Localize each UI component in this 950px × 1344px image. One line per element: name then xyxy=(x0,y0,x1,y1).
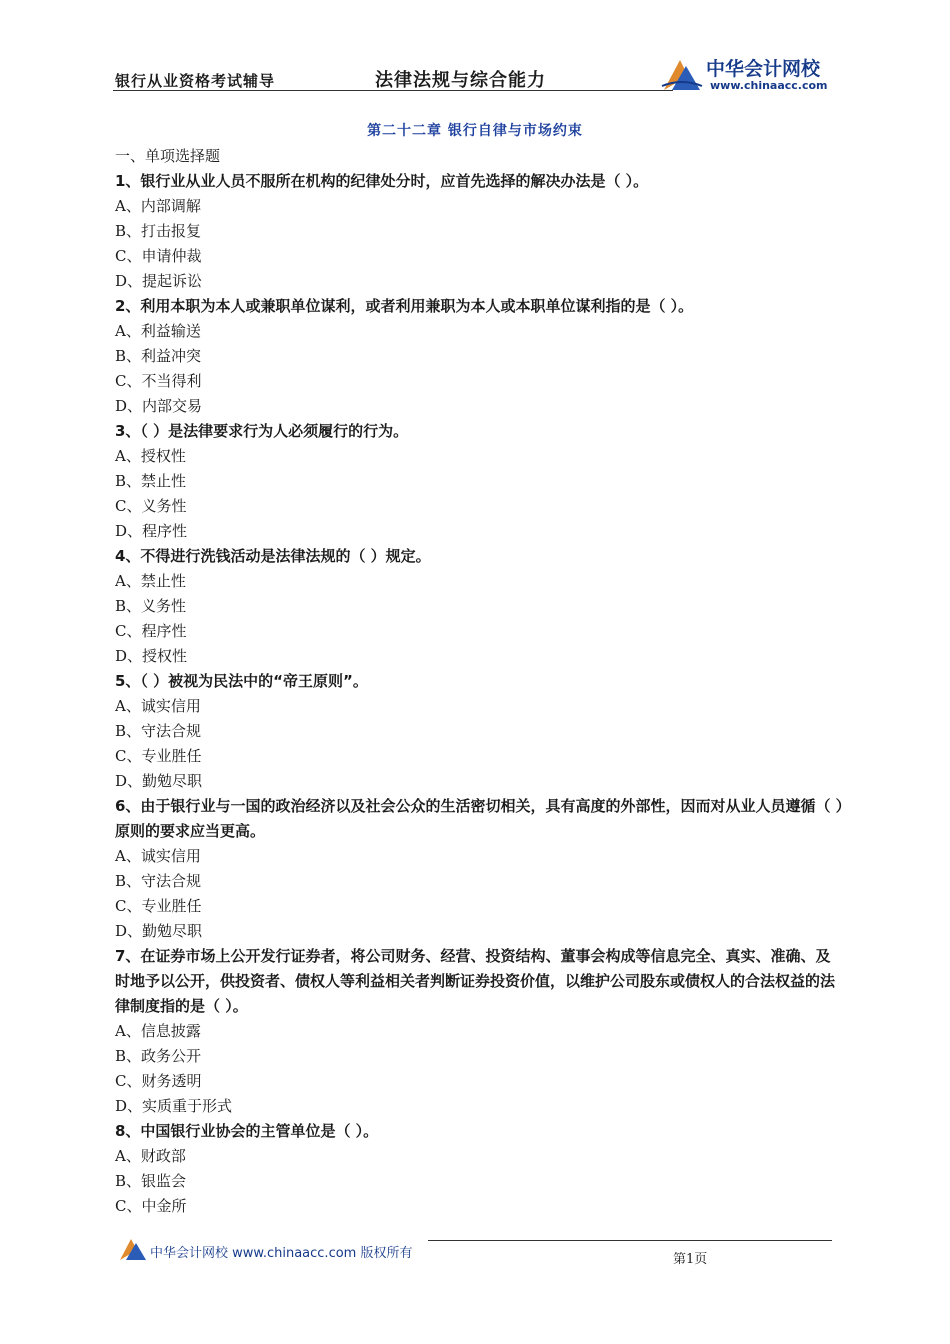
answer-option: C、专业胜任 xyxy=(115,897,202,915)
brand-logo xyxy=(660,54,840,94)
answer-option: C、不当得利 xyxy=(115,372,202,390)
answer-option: A、利益输送 xyxy=(115,322,201,340)
logo-url: www.chinaacc.com xyxy=(710,79,828,92)
header-divider xyxy=(113,90,673,91)
logo-name: 中华会计网校 xyxy=(706,58,821,80)
logo-mark-icon xyxy=(660,56,704,92)
footer-divider xyxy=(428,1240,832,1241)
answer-option: B、守法合规 xyxy=(115,722,202,740)
answer-option: D、内部交易 xyxy=(115,397,203,415)
question-stem: 6、由于银行业与一国的政治经济以及社会公众的生活密切相关，具有高度的外部性，因而对从业人员遵循（ ）原则的要求应当更高。 xyxy=(115,797,844,840)
answer-option: B、禁止性 xyxy=(115,472,187,490)
page-footer xyxy=(118,1236,838,1266)
answer-option: C、义务性 xyxy=(115,497,187,515)
question-stem: 7、在证券市场上公开发行证券者，将公司财务、经营、投资结构、董事会构成等信息完全、真实、准确、及时地予以公开，供投资者、债权人等利益相关者判断证券投资价值，以维护公司股东或债权人的合法权益的法律制度指的是（ ）。 xyxy=(115,947,836,1015)
answer-option: A、信息披露 xyxy=(115,1022,201,1040)
answer-option: D、勤勉尽职 xyxy=(115,772,203,790)
question-stem: 2、利用本职为本人或兼职单位谋利，或者利用兼职为本人或本职单位谋利指的是（ ）。 xyxy=(115,297,694,315)
question-stem: 4、不得进行洗钱活动是法律法规的（ ）规定。 xyxy=(115,547,431,565)
answer-option: B、利益冲突 xyxy=(115,347,202,365)
answer-option: A、禁止性 xyxy=(115,572,186,590)
answer-option: D、授权性 xyxy=(115,647,188,665)
answer-option: B、银监会 xyxy=(115,1172,187,1190)
answer-option: C、程序性 xyxy=(115,622,187,640)
answer-option: D、程序性 xyxy=(115,522,188,540)
answer-option: A、财政部 xyxy=(115,1147,186,1165)
answer-option: A、内部调解 xyxy=(115,197,201,215)
answer-option: A、诚实信用 xyxy=(115,847,201,865)
answer-option: D、勤勉尽职 xyxy=(115,922,203,940)
question-stem: 8、中国银行业协会的主管单位是（ ）。 xyxy=(115,1122,379,1140)
answer-option: B、义务性 xyxy=(115,597,187,615)
footer-copyright: 中华会计网校 www.chinaacc.com 版权所有 xyxy=(150,1246,413,1261)
answer-option: B、守法合规 xyxy=(115,872,202,890)
answer-option: B、政务公开 xyxy=(115,1047,202,1065)
answer-option: D、提起诉讼 xyxy=(115,272,203,290)
answer-option: D、实质重于形式 xyxy=(115,1097,233,1115)
chapter-title: 第二十二章 银行自律与市场约束 xyxy=(367,123,583,139)
answer-option: C、财务透明 xyxy=(115,1072,202,1090)
page-number: 第1页 xyxy=(673,1252,708,1267)
header-course-name: 银行从业资格考试辅导 xyxy=(115,72,276,90)
question-stem: 3、（ ）是法律要求行为人必须履行的行为。 xyxy=(115,422,409,440)
answer-option: C、专业胜任 xyxy=(115,747,202,765)
question-stem: 5、（ ）被视为民法中的“帝王原则”。 xyxy=(115,672,368,690)
question-stem: 1、银行业从业人员不服所在机构的纪律处分时，应首先选择的解决办法是（ ）。 xyxy=(115,172,649,190)
questions-container xyxy=(115,169,845,1219)
answer-option: C、申请仲裁 xyxy=(115,247,202,265)
answer-option: B、打击报复 xyxy=(115,222,202,240)
question-list xyxy=(115,144,845,1219)
answer-option: C、中金所 xyxy=(115,1197,187,1215)
answer-option: A、授权性 xyxy=(115,447,186,465)
section-title: 一、单项选择题 xyxy=(115,147,221,165)
header-subject-title: 法律法规与综合能力 xyxy=(375,70,546,91)
footer-logo-icon xyxy=(118,1236,148,1262)
answer-option: A、诚实信用 xyxy=(115,697,201,715)
